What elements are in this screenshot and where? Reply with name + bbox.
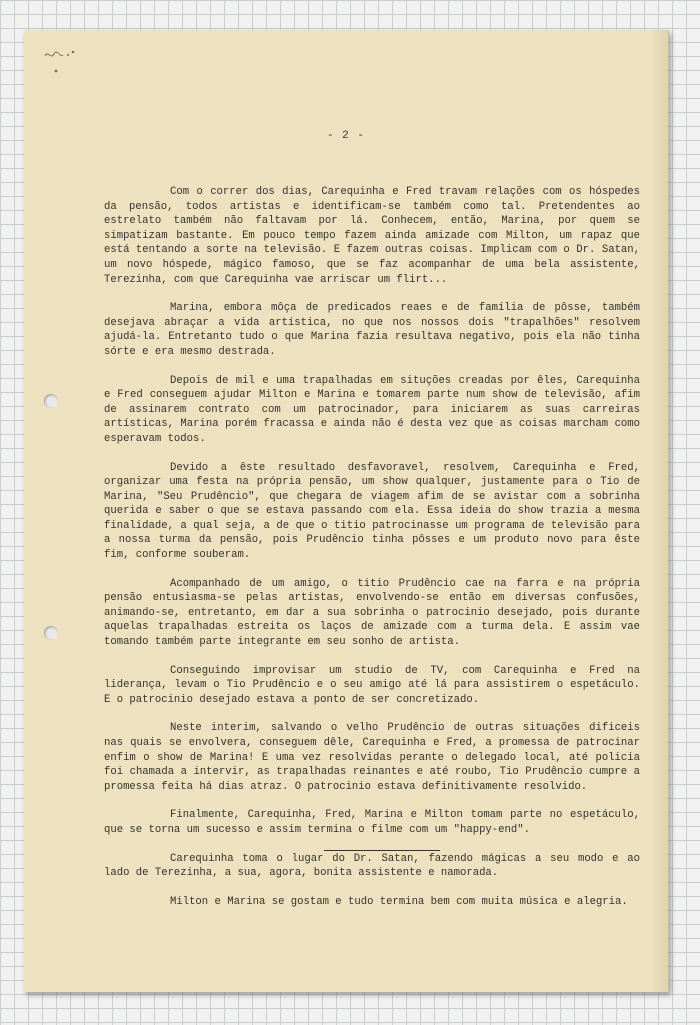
paragraph: Conseguindo improvisar um studio de TV, com Carequinha e Fred na liderança, levam o Tio Prudêncio e o seu amigo até lá para assistirem o espetáculo. E o patrocinio desejado estava a ponto de ser concretizado. xyxy=(104,664,640,706)
paragraph: Devido a êste resultado desfavoravel, resolvem, Carequinha e Fred, organizar uma festa na própria pensão, um show qualquer, justamente para o Tio de Marina, "Seu Prudêncio", que chegara de viagem afim de se avistar com a sobrinha querida e saber o que se estava passando com ela. Essa ideia do show trazia a mesma finalidade, a qual seja, a de que o titio patrocinasse um programa de televisão para a nossa turma da pensão, pois Prudêncio tinha pôsses e um produto novo para êste fim, conforme souberam. xyxy=(104,461,640,562)
body-text xyxy=(104,185,640,923)
paragraph: Depois de mil e uma trapalhadas em situções creadas por êles, Carequinha e Fred conseguem ajudar Milton e Marina e tomarem parte num show de televisão, afim de assinarem contrato com um patrocinador, para iniciarem as suas carreiras artísticas, Marina porém fracassa e ainda não é desta vez que as coisas marcham como esperavam todos. xyxy=(104,374,640,445)
paragraph: Finalmente, Carequinha, Fred, Marina e Milton tomam parte no espetáculo, que se torna um sucesso e assim termina o filme com um "happy-end". xyxy=(104,809,640,836)
page-number: - 2 - xyxy=(326,130,365,142)
typewritten-page xyxy=(24,30,669,992)
pencil-scribble-mark xyxy=(42,46,82,76)
paragraph: Neste interim, salvando o velho Prudêncio de outras situações dificeis nas quais se envolvera, conseguem dêle, Carequinha e Fred, a promessa de patrocinar enfim o show de Marina! E uma vez resolvidas perante o delegado local, até policia foi chamada a intervir, as trapalhadas reinantes e até roubo, Tio Prudêncio cumpre a promessa feita há dias atraz. O patrocinio estava definitivamente resolvido. xyxy=(104,722,640,793)
paragraph: Milton e Marina se gostam e tudo termina bem com muita música e alegria. xyxy=(170,895,628,908)
end-rule-line xyxy=(324,850,440,851)
punch-hole-top xyxy=(44,394,58,408)
paragraph: Carequinha toma o lugar do Dr. Satan, fazendo mágicas a seu modo e ao lado de Terezinha, a sua, agora, bonita assistente e namorada. xyxy=(104,852,640,880)
paragraph: Acompanhado de um amigo, o titio Prudêncio cae na farra e na própria pensão entusiasma-se pelas artistas, envolvendo-se então em diversas confusões, animando-se, entretanto, em dar a sua sobrinha o patrocinio desejado, pois durante aquelas trapalhadas estreita os laços de amizade com a turma dela. E assim vae tomando também parte integrante em seu sonho de artista. xyxy=(104,577,640,649)
paragraph: Marina, embora môça de predicados reaes e de família de pôsse, também desejava abraçar a vida artística, no que nos nossos dois "trapalhões" resolvem ajudá-la. Entretanto tudo o que Marina fazia resultava negativo, pois ela não tinha sórte e era mesmo destrada. xyxy=(104,302,640,358)
page-edge-shadow xyxy=(650,30,668,992)
punch-hole-bottom xyxy=(44,626,58,640)
paragraph: Com o correr dos dias, Carequinha e Fred travam relações com os hóspedes da pensão, todos artistas e identificam-se também como tal. Pretendentes ao estrelato também não faltavam por lá. Conhecem, então, Marina, por quem se simpatizam bastante. Em pouco tempo fazem ainda amizade com Milton, um rapaz que está tentando a sorte na televisão. E fazem outras coisas. Implicam com o Dr. Satan, um novo hóspede, mágico famoso, que se faz acompanhar de uma bela assistente, Terezinha, com que Carequinha vae arriscar um flirt... xyxy=(104,186,640,286)
